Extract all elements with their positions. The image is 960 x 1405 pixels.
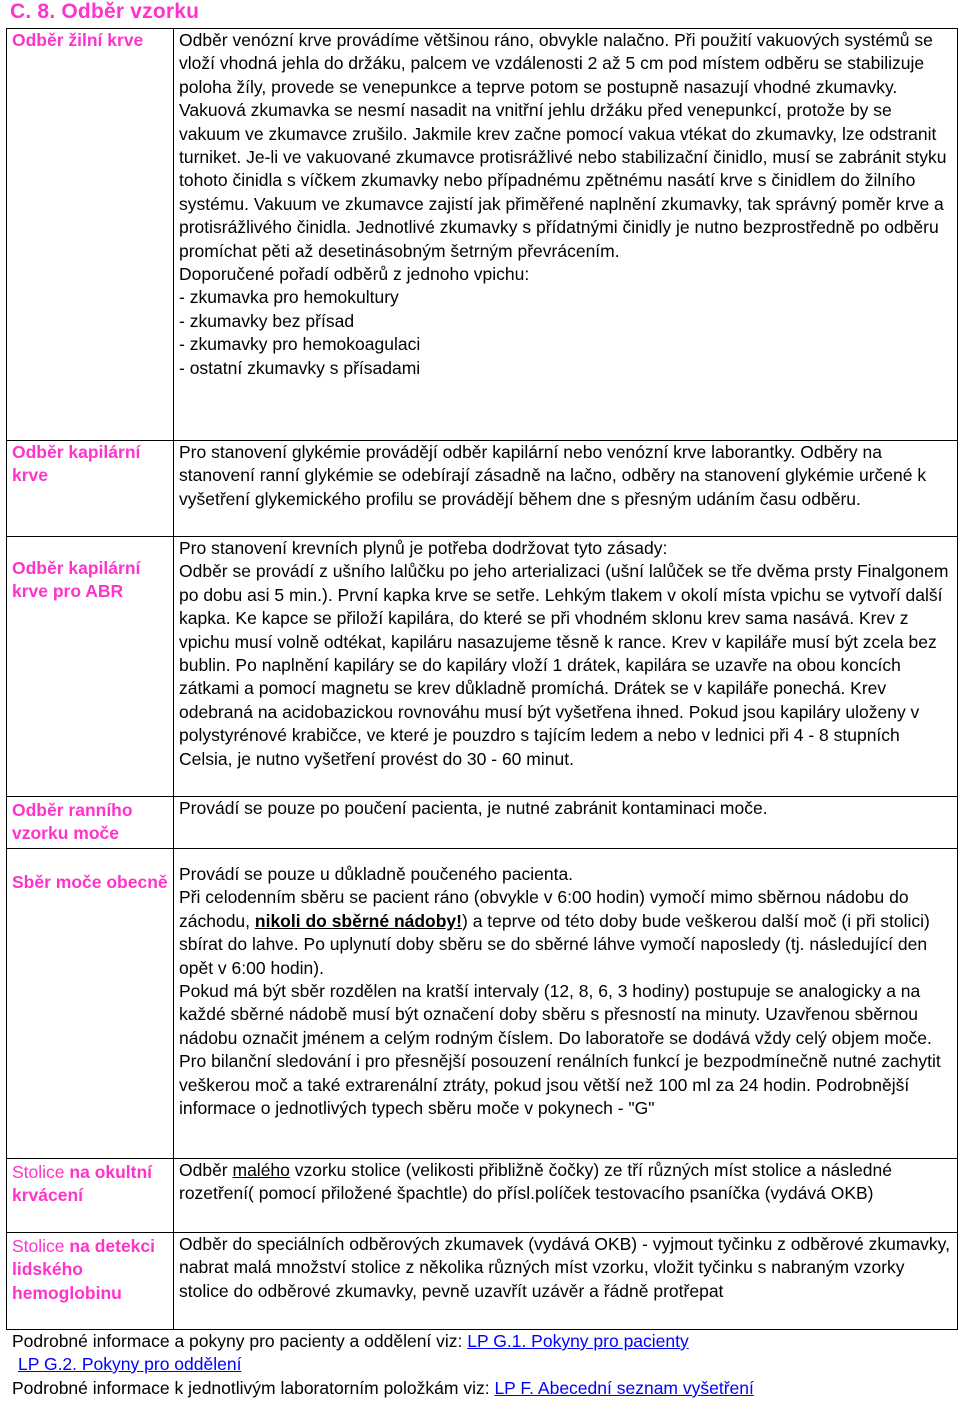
paragraph: Pokud má být sběr rozdělen na kratší intervaly (12, 8, 6, 3 hodiny) postupuje se analogicky a na každé sběrné nádobě musí být označení doby sběru s přesností na minuty. Uzavřenou sběrnou nádobu označit jménem a celým rodným číslem. Do laboratoře se dodává vždy celý objem moče. bbox=[179, 981, 932, 1048]
paragraph: Pro stanovení krevních plynů je potřeba dodržovat tyto zásady: bbox=[179, 538, 668, 558]
paragraph: Pro stanovení glykémie provádějí odběr kapilární nebo venózní krve laborantky. Odběry na stanovení ranní glykémie se odebírají zásadně na lačno, odběry na stanovení glykémie určené k vyšetření glykemického profilu se provádějí během dne s přesným udáním času odběru. bbox=[179, 442, 927, 509]
row-content-urine-collection bbox=[174, 849, 958, 1159]
table-row bbox=[7, 1159, 958, 1233]
footer-line-2 bbox=[18, 1353, 241, 1376]
sampling-table bbox=[6, 28, 958, 1330]
row-content-venous bbox=[174, 29, 958, 441]
paragraph: Odběr se provádí z ušního lalůčku po jeho arterializaci (ušní lalůček se tře dvěma prsty Finalgonem po dobu asi 5 min.). První kapka krve se setře. Lehkým tlakem v okolí místa vpichu se vytvoří další kapka. Ke kapce se přiloží kapilára, do které se při vhodném sklonu krev sama nasává. Krev z vpichu musí volně odtékat, kapiláru nasazujeme těsně k rance. Krev v kapiláře musí být zcela bez bublin. Po naplnění kapiláry se do kapiláry vloží 1 drátek, kapilára se uzavře na obou koncích zátkami a pomocí magnetu se krev důkladně promíchá. Drátek se v kapiláře ponechá. Krev odebraná na acidobazickou rovnováhu musí být vyšetřena ihned. Pokud jsou kapiláry uloženy v polystyrénové krabičce, ve které je pouzdro s tajícím ledem a nebo v lednici při 4 - 8 stupních Celsia, je nutno vyšetření provést do 30 - 60 minut. bbox=[179, 561, 949, 769]
list-item: - zkumavka pro hemokultury bbox=[179, 287, 399, 308]
paragraph: Provádí se pouze po poučení pacienta, je nutné zabránit kontaminaci moče. bbox=[179, 798, 768, 818]
table-row bbox=[7, 537, 958, 797]
list-item: - zkumavky pro hemokoagulaci bbox=[179, 334, 421, 355]
row-content-morning-urine bbox=[174, 797, 958, 849]
link-department-instructions[interactable]: LP G.2. Pokyny pro oddělení bbox=[18, 1354, 242, 1374]
paragraph: Pro bilanční sledování i pro přesnější posouzení renálních funkcí je bezpodmínečně nutné zachytit veškerou moč a také extrarenální ztráty, pokud jsou větší než 100 ml za 24 hodin. Podrobnější informace o jednotlivých typech sběru moče v pokynech - "G" bbox=[179, 1051, 941, 1119]
list-item: - ostatní zkumavky s přísadami bbox=[179, 357, 421, 378]
page-title: C. 8. Odběr vzorku bbox=[10, 0, 200, 23]
table-row bbox=[7, 797, 958, 849]
row-label-morning-urine: Odběr ranního vzorku moče bbox=[7, 797, 174, 849]
paragraph: Doporučené pořadí odběrů z jednoho vpichu: bbox=[179, 264, 530, 285]
paragraph bbox=[179, 886, 953, 980]
row-content-hemoglobin bbox=[174, 1233, 958, 1330]
row-content-abr bbox=[174, 537, 958, 797]
text-span: Při celodenním sběru se pacient ráno (obvykle v 6:00 hodin) vymočí mimo sběrnou nádobu do záchodu, bbox=[179, 887, 909, 931]
paragraph: Provádí se pouze u důkladně poučeného pacienta. bbox=[179, 864, 574, 884]
row-content-occult-blood bbox=[174, 1159, 958, 1233]
label-bold: na detekci lidského hemoglobinu bbox=[12, 1236, 156, 1303]
paragraph: Odběr do speciálních odběrových zkumavek (vydává OKB) - vyjmout tyčinku z odběrové zkumavky, nabrat malá množství stolice z několika různých míst vzorku, vložit tyčinku s nabraným vzorky stolice do odběrové zkumavky, pevně uzavřít uzávěr a řádně protřepat bbox=[179, 1234, 950, 1301]
paragraph bbox=[179, 1159, 953, 1206]
footer-text: Podrobné informace a pokyny pro pacienty a oddělení viz: bbox=[12, 1331, 468, 1351]
link-test-index[interactable]: LP F. Abecední seznam vyšetření bbox=[494, 1378, 754, 1398]
table-row bbox=[7, 849, 958, 1159]
table-row bbox=[7, 1233, 958, 1330]
table-row bbox=[7, 29, 958, 441]
label-plain: Stolice bbox=[12, 1162, 65, 1182]
emphasis-text: nikoli do sběrné nádoby! bbox=[254, 910, 462, 931]
row-label-occult-blood bbox=[7, 1159, 174, 1233]
text-span: vzorku stolice (velikosti přibližně čočky) ze tří různých míst stolice a následné rozetření( pomocí přiložené špachtle) do přísl.políček testovacího psaníčka (vydává OKB) bbox=[179, 1160, 892, 1204]
footer-line-1 bbox=[12, 1330, 689, 1353]
text-span: Odběr bbox=[179, 1160, 233, 1180]
link-patient-instructions[interactable]: LP G.1. Pokyny pro pacienty bbox=[467, 1331, 689, 1351]
row-label-urine-collection: Sběr moče obecně bbox=[7, 849, 174, 1159]
row-label-venous: Odběr žilní krve bbox=[7, 29, 174, 441]
row-content-capillary bbox=[174, 441, 958, 537]
row-label-hemoglobin bbox=[7, 1233, 174, 1330]
footer-line-3 bbox=[12, 1377, 754, 1400]
label-bold: na okultní krvácení bbox=[12, 1162, 153, 1206]
emphasis-text: malého bbox=[232, 1160, 290, 1180]
paragraph: Odběr venózní krve provádíme většinou ráno, obvykle nalačno. Při použití vakuových systémů se vloží vhodná jehla do držáku, palcem ve vzdálenosti 2 až 5 cm pod místem odběru se stabilizuje poloha žíly, provede se venepunkce a teprve potom se postupně nasazují vhodné zkumavky. Vakuová zkumavka se nesmí nasadit na vnitřní jehlu držáku před venepunkcí, protože by se vakuum ve zkumavce zrušilo. Jakmile krev začne pomocí vakua vtékat do zkumavky, lze odstranit turniket. Je-li ve vakuované zkumavce protisrážlivé nebo stabilizační činidlo, musí se zabránit styku tohoto činidla s víčkem zkumavky nebo případnému zpětnému nasátí krve s činidlem do žilního systému. Vakuum ve zkumavce zajistí jak přiměřené naplnění zkumavky, tak správný poměr krve a protisrážlivého činidla. Jednotlivé zkumavky s přídatnými činidly je nutno bezprostředně po odběru promíchat pěti až desetinásobným šetrným převrácením. bbox=[179, 30, 947, 261]
label-plain: Stolice bbox=[12, 1236, 65, 1256]
row-label-capillary: Odběr kapilární krve bbox=[7, 441, 174, 537]
list-item: - zkumavky bez přísad bbox=[179, 310, 355, 331]
footer-text: Podrobné informace k jednotlivým laboratorním položkám viz: bbox=[12, 1378, 495, 1398]
row-label-abr: Odběr kapilární krve pro ABR bbox=[7, 537, 174, 797]
text-span: ) a teprve od této doby bude veškerou další moč (i při stolici) sbírat do lahve. Po uplynutí doby sběru se do sběrné láhve vymočí naposledy (tj. následující den opět v 6:00 hodin). bbox=[179, 910, 930, 978]
table-row bbox=[7, 441, 958, 537]
